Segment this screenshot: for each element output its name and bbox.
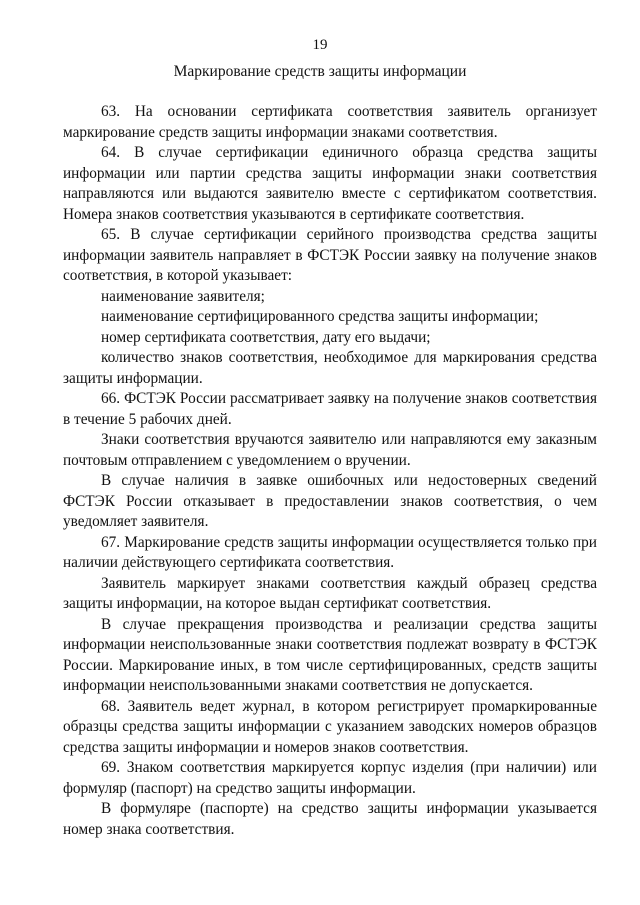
paragraph-66-delivery: Знаки соответствия вручаются заявителю или направляются ему заказным почтовым отправлением с уведомлением о вручении. xyxy=(63,431,597,469)
document-body xyxy=(63,102,597,840)
paragraph-68: 68. Заявитель ведет журнал, в котором регистрирует промаркированные образцы средства защиты информации с указанием заводских номеров образцов средства защиты информации и номеров знаков соответствия. xyxy=(63,697,597,756)
list-item-applicant-name: наименование заявителя; xyxy=(101,287,265,305)
paragraph-65: 65. В случае сертификации серийного производства средства защиты информации заявитель направляет в ФСТЭК России заявку на получение знаков соответствия, в которой указывает: xyxy=(63,226,597,284)
paragraph-67-return: В случае прекращения производства и реализации средства защиты информации неиспользованные знаки соответствия подлежат возврату в ФСТЭК России. Маркирование иных, в том числе сертифицированных, средств защиты информации неиспользованными знаками соответствия не допускается. xyxy=(63,615,597,694)
paragraph-66: 66. ФСТЭК России рассматривает заявку на получение знаков соответствия в течение 5 рабочих дней. xyxy=(63,390,597,428)
paragraph-69: 69. Знаком соответствия маркируется корпус изделия (при наличии) или формуляр (паспорт) на средство защиты информации. xyxy=(63,759,597,797)
paragraph-67: 67. Маркирование средств защиты информации осуществляется только при наличии действующего сертификата соответствия. xyxy=(63,533,597,571)
list-item-certificate-number: номер сертификата соответствия, дату его выдачи; xyxy=(101,328,431,346)
paragraph-67-marking: Заявитель маркирует знаками соответствия каждый образец средства защиты информации, на которое выдан сертификат соответствия. xyxy=(63,574,597,612)
paragraph-63: 63. На основании сертификата соответствия заявитель организует маркирование средств защиты информации знаками соответствия. xyxy=(63,103,597,141)
paragraph-66-refusal: В случае наличия в заявке ошибочных или недостоверных сведений ФСТЭК России отказывает в предоставлении знаков соответствия, о чем уведомляет заявителя. xyxy=(63,472,597,530)
list-item-marks-quantity: количество знаков соответствия, необходимое для маркирования средства защиты информации. xyxy=(63,349,597,387)
paragraph-64: 64. В случае сертификации единичного образца средства защиты информации или партии средства защиты информации знаки соответствия направляются или выдаются заявителю вместе с сертификатом соответствия. Номера знаков соответствия указываются в сертификате соответствия. xyxy=(63,144,597,223)
section-title: Маркирование средств защиты информации xyxy=(173,63,467,80)
page-number: 19 xyxy=(312,37,328,53)
paragraph-69-passport: В формуляре (паспорте) на средство защиты информации указывается номер знака соответствия. xyxy=(63,800,597,838)
list-item-product-name: наименование сертифицированного средства защиты информации; xyxy=(101,308,539,325)
